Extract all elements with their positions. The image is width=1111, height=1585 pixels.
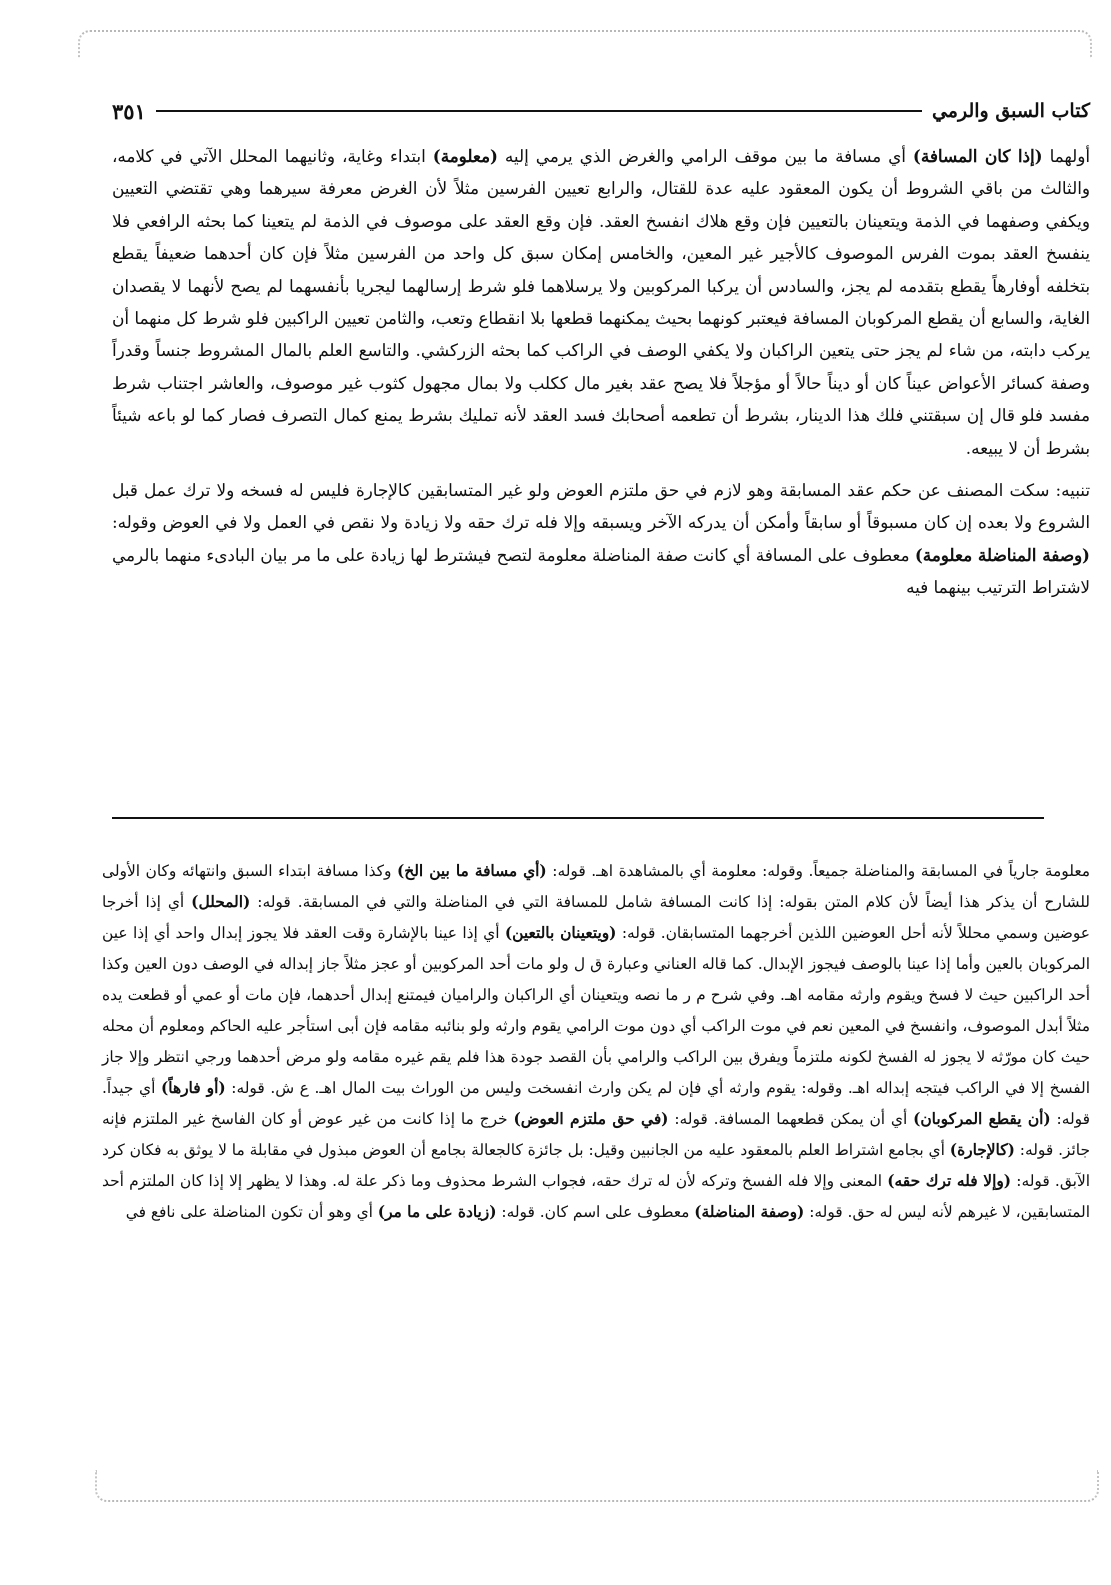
footnote-separator: [112, 817, 1044, 819]
quoted-matn: (معلومة): [432, 146, 498, 166]
running-head: [112, 94, 1090, 128]
text-run: أي إذا أخرجا عوضين وسمي محللاً لأنه أحل العوضين اللذين أخرجهما المتسابقان. قوله:: [102, 893, 1090, 942]
ornamental-frame-bottom: [95, 1470, 1099, 1502]
quoted-phrase: (وصفة المناضلة): [694, 1203, 805, 1221]
quoted-phrase: (المحلل): [191, 893, 251, 911]
text-run: خرج ما إذا كانت من غير عوض أو كان الفاسخ غير الملتزم فإنه جائز. قوله:: [102, 1110, 1090, 1159]
text-run: ابتداء وغاية، وثانيهما المحلل الآتي في كلامه، والثالث من باقي الشروط أن يكون المعقود عليه عدة للقتال، والرابع تعيين الفرسين مثلاً لأن الغرض معرفة سيرهما وهي تقتضي التعيين ويكفي وصفهما في الذمة ويتعينان بالتعيين فإن وقع هلاك انفسخ العقد. فإن وقع العقد على موصوف في الذمة لم يتعينا كما بحثه الرافعي فلا ينفسخ العقد بموت الفرس الموصوف كالأجير غير المعين، والخامس إمكان سبق كل واحد من الفرسين مثلاً فإن كان أحدهما ضعيفاً يقطع بتخلفه أوفارهاً يقطع بتقدمه لم يجز، والسادس أن يركبا المركوبين ولا يرسلاهما فلو شرط إرسالهما ليجريا بأنفسهما لم يصح لأنهما لا يقصدان الغاية، والسابع أن يقطع المركوبان المسافة فيعتبر كونهما بحيث يمكنهما قطعها بلا انقطاع وتعب، والثامن تعيين الراكبين فلو شرط كل منهما أن يركب دابته، من شاء لم يجز حتى يتعين الراكبان ولا يكفي الوصف في الراكب كما بحثه الزركشي. والتاسع العلم بالمال المشروط جنساً وقدراً وصفة كسائر الأعواض عيناً كان أو ديناً حالاً أو مؤجلاً فلا يصح عقد بغير مال ككلب ولا بمال مجهول كثوب غير موصوف، والعاشر اجتناب شرط مفسد فلو قال إن سبقتني فلك هذا الدينار، بشرط أن تطعمه أصحابك فسد العقد لأنه تمليك بشرط يمنع كمال التصرف فصار كما لو باعه شيئاً بشرط أن لا يبيعه.: [112, 146, 1090, 458]
quoted-phrase: (كالإجارة): [949, 1141, 1015, 1159]
quoted-phrase: (أن يقطع المركوبان): [913, 1110, 1051, 1128]
quoted-phrase: (ويتعينان بالتعين): [504, 924, 617, 942]
ornamental-frame-top: [78, 30, 1092, 58]
quoted-phrase: (وإلا فله ترك حقه): [887, 1172, 1012, 1190]
text-run: أي إذا عينا بالإشارة وقت العقد فلا يجوز إبدال واحد أي إذا عين المركوبان بالعين وأما إذا عينا بالوصف فيجوز الإبدال. كما قاله العناني وعبارة ق ل ولو مات أحد المركوبين أو عجز مثلاً جاز إبداله في الوصف دون العين وكذا أحد الراكبين حيث لا فسخ ويقوم وارثه مقامه اهـ. وفي شرح م ر ما نصه ويتعينان أي الراكبان والراميان فيمتنع إبدال أحدهما، فإن مات أو عمي أو قطعت يده مثلاً أبدل الموصوف، وانفسخ في المعين نعم في موت الراكب أي دون موت الرامي يقوم وارثه ولو بنائبه مقامه فإن أبى استأجر عليه الحاكم ومعلوم أن محله حيث كان مورّثه لا يجوز له الفسخ لكونه ملتزماً ويفرق بين الراكب والرامي بأن القصد جودة هذا فلم يقم غيره مقامه ولو مرض أحدهما ورجي انتظر وإلا جاز الفسخ إلا في الراكب فيتجه إبداله اهـ. وقوله: يقوم وارثه أي فإن لم يكن وارث انفسخت وليس من الوراث بيت المال اهـ. ع ش. قوله:: [102, 924, 1090, 1097]
main-paragraph-tanbih: [112, 474, 1090, 604]
quoted-phrase: (زيادة على ما مر): [377, 1203, 497, 1221]
quoted-phrase: (أي مسافة ما بين الخ): [396, 862, 547, 880]
text-run: المعنى وإلا فله الفسخ وتركه لأن له ترك حقه، فجواب الشرط محذوف وما ذكر علة له. وهذا لا يظهر إلا إذا كان الملتزم أحد المتسابقين، لا غيرهم لأنه ليس له حق. قوله:: [102, 1172, 1090, 1221]
quoted-phrase: (في حق ملتزم العوض): [513, 1110, 669, 1128]
text-run: معطوف على المسافة أي كانت صفة المناضلة معلومة لتصح فيشترط لها زيادة على ما مر بيان البادىء منهما بالرمي لاشتراط الترتيب بينهما فيه: [112, 544, 1090, 598]
text-run: معطوف على اسم كان. قوله:: [496, 1203, 695, 1221]
main-text: [112, 140, 1090, 604]
text-run: أي وهو أن تكون المناضلة على نافع في: [125, 1203, 378, 1221]
footnote-commentary: [102, 856, 1090, 1228]
quoted-matn: (وصفة المناضلة معلومة): [914, 544, 1090, 565]
footnote-paragraph: [102, 856, 1090, 1228]
main-paragraph-conditions: [112, 140, 1090, 464]
book-chapter-title: كتاب السبق والرمي: [931, 100, 1090, 122]
text-run: أي مسافة ما بين موقف الرامي والغرض الذي يرمي إليه: [497, 146, 913, 166]
text-run: أي أن يمكن قطعهما المسافة. قوله:: [668, 1110, 914, 1128]
quoted-matn: (إذا كان المسافة): [912, 146, 1043, 166]
text-run: أي بجامع اشتراط العلم بالمعقود عليه من الجانبين وقيل: بل جائزة كالجعالة بجامع أن العوض مبذول في مقابلة ما لا يوثق به فكان كرد الآبق. قوله:: [102, 1141, 1090, 1190]
text-run: معلومة جارياً في المسابقة والمناضلة جميعاً. وقوله: معلومة أي بالمشاهدة اهـ. قوله:: [546, 862, 1090, 880]
page-number: ٣٥١: [112, 98, 146, 124]
text-run: وكذا مسافة ابتداء السبق وانتهائه وكان الأولى للشارح أن يذكر هذا أيضاً لأن كلام المتن بقوله: إذا كانت المسافة شامل للمسافة التي في المناضلة والتي في المسابقة. قوله:: [102, 862, 1090, 911]
quoted-phrase: (أو فارهاً): [161, 1079, 226, 1097]
text-run: أولهما: [1042, 146, 1091, 166]
text-run: تنبيه: سكت المصنف عن حكم عقد المسابقة وهو لازم في حق ملتزم العوض ولو غير المتسابقين كالإجارة فليس له فسخه ولا ترك عمل قبل الشروع ولا بعده إن كان مسبوقاً أو سابقاً وأمكن أن يدركه الآخر ويسبقه وإلا فله ترك حقه ولا زيادة ولا نقص في العمل ولا في العوض وقوله:: [112, 480, 1090, 533]
text-run: أي جيداً. قوله:: [102, 1079, 1090, 1128]
header-rule: [156, 110, 922, 112]
